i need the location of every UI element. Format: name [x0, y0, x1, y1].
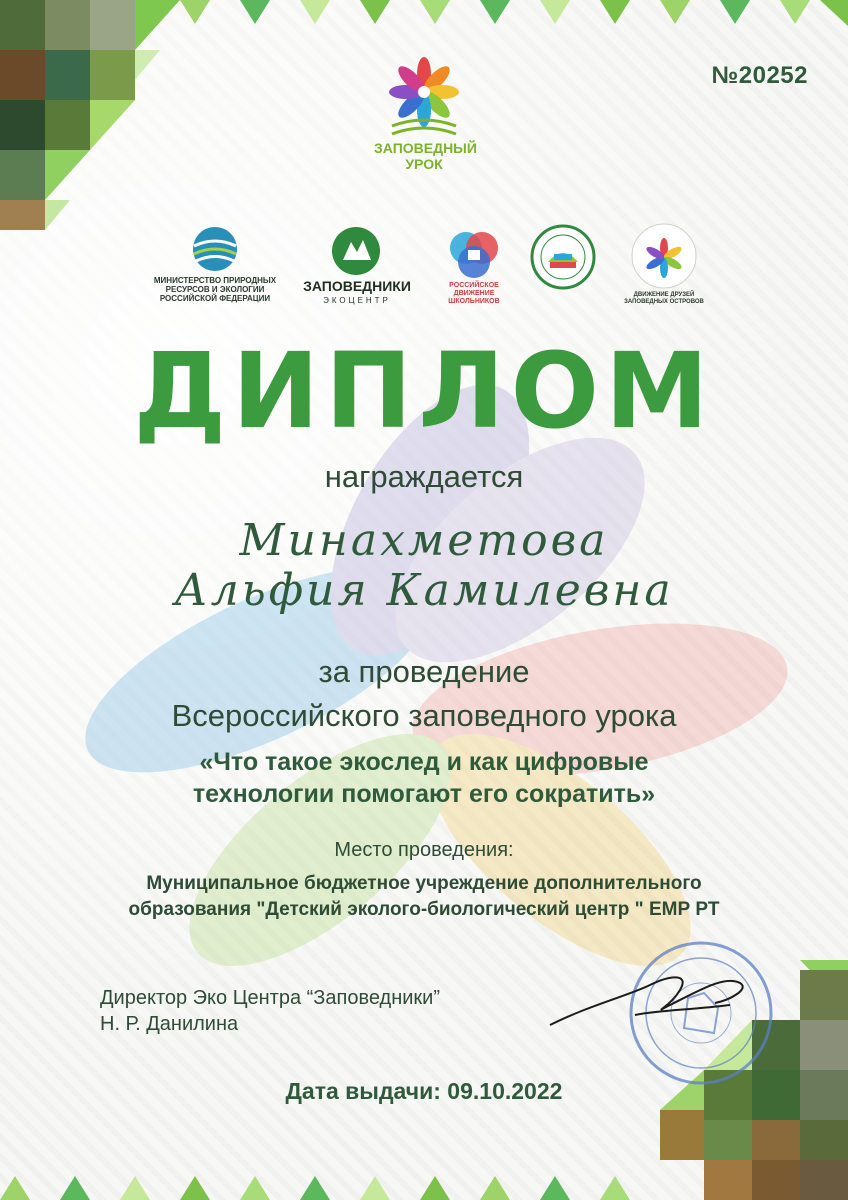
- director-name: Н. Р. Данилина: [100, 1013, 239, 1035]
- director-signature-icon: [540, 955, 770, 1045]
- top-left-photo-mosaic: [0, 0, 180, 240]
- ministry-logo-icon: [192, 226, 238, 272]
- friends-islands-logo-text: ДВИЖЕНИЕ ДРУЗЕЙ ЗАПОВЕДНЫХ ОСТРОВОВ: [624, 292, 704, 305]
- event-line: Всероссийского заповедного урока: [171, 698, 677, 733]
- venue-line2: образования "Детский эколого-биологический центр " ЕМР РТ: [128, 899, 720, 920]
- issue-date: Дата выдачи: 09.10.2022: [285, 1078, 563, 1104]
- venue: [0, 871, 848, 923]
- ecology-center-seal-icon: [530, 224, 596, 290]
- zapovedniki-logo-text: ЗАПОВЕДНИКИ: [303, 278, 411, 294]
- rdsh-logo-text: РОССИЙСКОЕ ДВИЖЕНИЕ ШКОЛЬНИКОВ: [448, 282, 500, 305]
- lesson-topic-line2: технологии помогают его сократить»: [192, 780, 656, 808]
- program-logo-text: ЗАПОВЕДНЫЙ УРОК: [374, 140, 477, 172]
- diploma-title: ДИПЛОМ: [133, 330, 715, 452]
- recipient-surname: Минахметова: [239, 515, 609, 566]
- friends-islands-logo-icon: [630, 222, 698, 290]
- zapovedniki-logo-icon: [331, 226, 381, 276]
- venue-line1: Муниципальное бюджетное учреждение дополнительного: [146, 873, 702, 894]
- director-block: [100, 985, 440, 1037]
- ministry-logo-text: МИНИСТЕРСТВО ПРИРОДНЫХ РЕСУРСОВ И ЭКОЛОГИИ РОССИЙСКОЙ ФЕДЕРАЦИИ: [153, 276, 277, 303]
- flower-book-logo-icon: [384, 52, 464, 142]
- recipient-given-names: Альфия Камилевна: [174, 565, 674, 616]
- director-title: Директор Эко Центра “Заповедники”: [100, 987, 440, 1009]
- zapovedniki-logo-subtext: ЭКОЦЕНТР: [323, 296, 391, 305]
- rdsh-logo-icon: [446, 226, 502, 282]
- bottom-border-pattern: [0, 1170, 670, 1200]
- top-border-pattern: [180, 0, 848, 26]
- venue-label: Место проведения:: [334, 839, 514, 861]
- lesson-topic-line1: «Что такое экослед и как цифровые: [199, 748, 649, 776]
- lesson-topic: [0, 746, 848, 810]
- for-line: за проведение: [318, 654, 530, 689]
- certificate-number: №20252: [711, 62, 808, 89]
- awarded-text: награждается: [324, 459, 524, 494]
